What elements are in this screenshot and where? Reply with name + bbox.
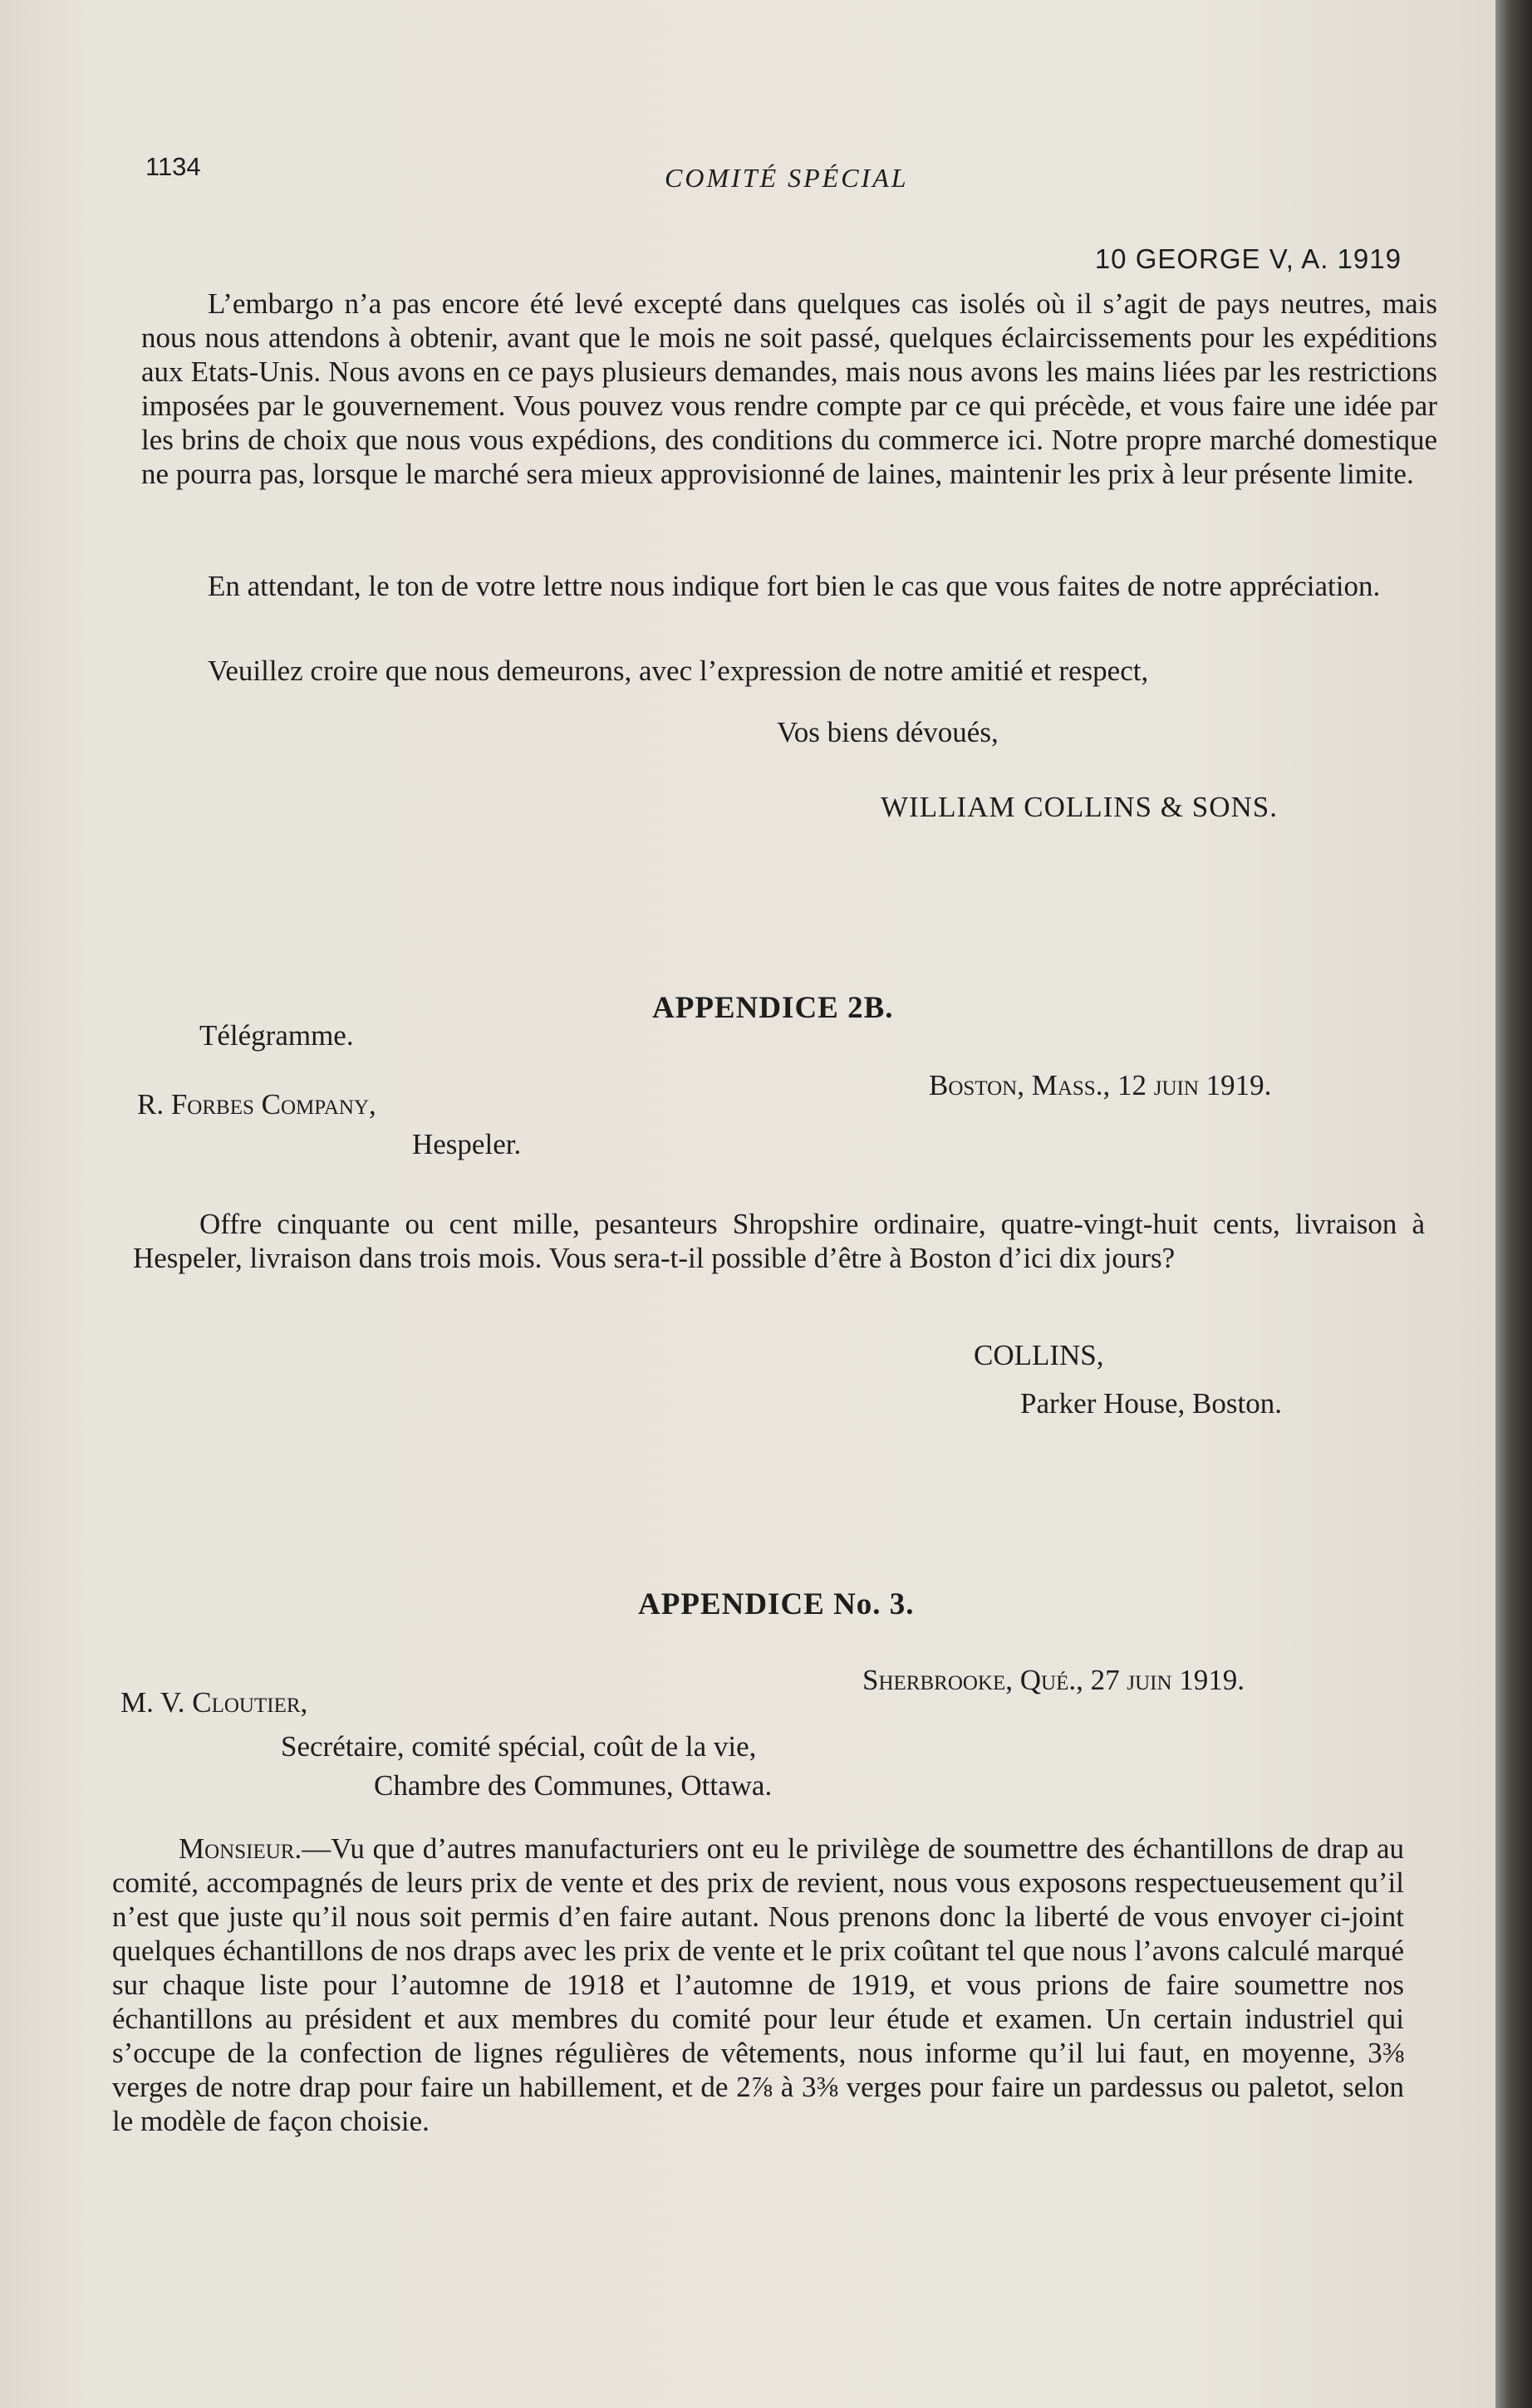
appendix-2b-addressee-place: Hespeler. xyxy=(412,1128,522,1160)
appendix-3-addressee: M. V. Cloutier, xyxy=(120,1686,308,1719)
telegram-body: Offre cinquante ou cent mille, pesanteurs Shropshire ordinaire, quatre-vingt-huit cents, livraison à Hespeler, livraison dans trois mois. Vous sera-t-il possible d’être à Boston d’ici dix jours? xyxy=(133,1208,1425,1274)
appendix-2b-place-date: Boston, Mass., 12 juin 1919. xyxy=(929,1069,1272,1101)
salutation: Monsieur. xyxy=(179,1832,302,1865)
appendix-3-addressee-title: Secrétaire, comité spécial, coût de la vie, xyxy=(281,1730,757,1763)
book-spine-shadow xyxy=(1495,0,1532,2408)
running-head: COMITÉ SPÉCIAL xyxy=(665,163,909,193)
letter-closing: Vos biens dévoués, xyxy=(777,716,999,748)
session-label: 10 GEORGE V, A. 1919 xyxy=(1094,243,1402,274)
appendix-3-addressee-place: Chambre des Communes, Ottawa. xyxy=(374,1769,773,1802)
telegram-label: Télégramme. xyxy=(199,1019,354,1052)
telegram-sender: COLLINS, xyxy=(974,1339,1104,1371)
telegram-sender-address: Parker House, Boston. xyxy=(1020,1387,1282,1420)
letter-paragraph-3: Veuillez croire que nous demeurons, avec l’expression de notre amitié et respect, xyxy=(208,655,1149,687)
appendix-3-place-date: Sherbrooke, Qué., 27 juin 1919. xyxy=(862,1664,1245,1696)
appendix-3-body: Monsieur.—Vu que d’autres manufacturiers ont eu le privilège de soumettre des échantillons de drap au comité, accompagnés de leurs prix de vente et des prix de revient, nous vous exposons respectueusement qu’il n’est que juste qu’il nous soit permis d’en faire autant. Nous prenons donc la liberté de vous envoyer ci-joint quelques échantillons de nos draps avec les prix de vente et le prix coûtant tel que nous l’avons calculé marqué sur chaque liste pour l’automne de 1918 et l’automne de 1919, et vous prions de faire soumettre nos échantillons au président et aux membres du comité pour leur étude et examen. Un certain industriel qui s’occupe de la confection de lignes régulières de vêtements, nous informe qu’il lui faut, en moyenne, 3⅜ verges de notre drap pour faire un habillement, et de 2⅞ à 3⅜ verges pour faire un pardessus ou paletot, selon le modèle de façon choisie. xyxy=(112,1832,1404,2137)
page-number: 1134 xyxy=(145,152,201,181)
letter-paragraph-1: L’embargo n’a pas encore été levé excepté dans quelques cas isolés où il s’agit de pays neutres, mais nous nous attendons à obtenir, avant que le mois ne soit passé, quelques éclaircissements pour les expéditions aux Etats-Unis. Nous avons en ce pays plusieurs demandes, mais nous avons les mains liées par les restrictions imposées par le gouvernement. Vous pouvez vous rendre compte par ce qui précède, et vous faire une idée par les brins de choix que nous vous expédions, des conditions du commerce ici. Notre propre marché domestique ne pourra pas, lorsque le marché sera mieux approvisionné de laines, maintenir les prix à leur présente limite. xyxy=(141,287,1437,490)
appendix-2b-heading: APPENDICE 2B. xyxy=(652,991,894,1025)
letter-paragraph-2: En attendant, le ton de votre lettre nous indique fort bien le cas que vous faites de notre appréciation. xyxy=(208,570,1381,602)
appendix-2b-addressee: R. Forbes Company, xyxy=(137,1088,376,1121)
appendix-3-heading: APPENDICE No. 3. xyxy=(638,1587,915,1621)
letter-signature: WILLIAM COLLINS & SONS. xyxy=(881,791,1278,823)
